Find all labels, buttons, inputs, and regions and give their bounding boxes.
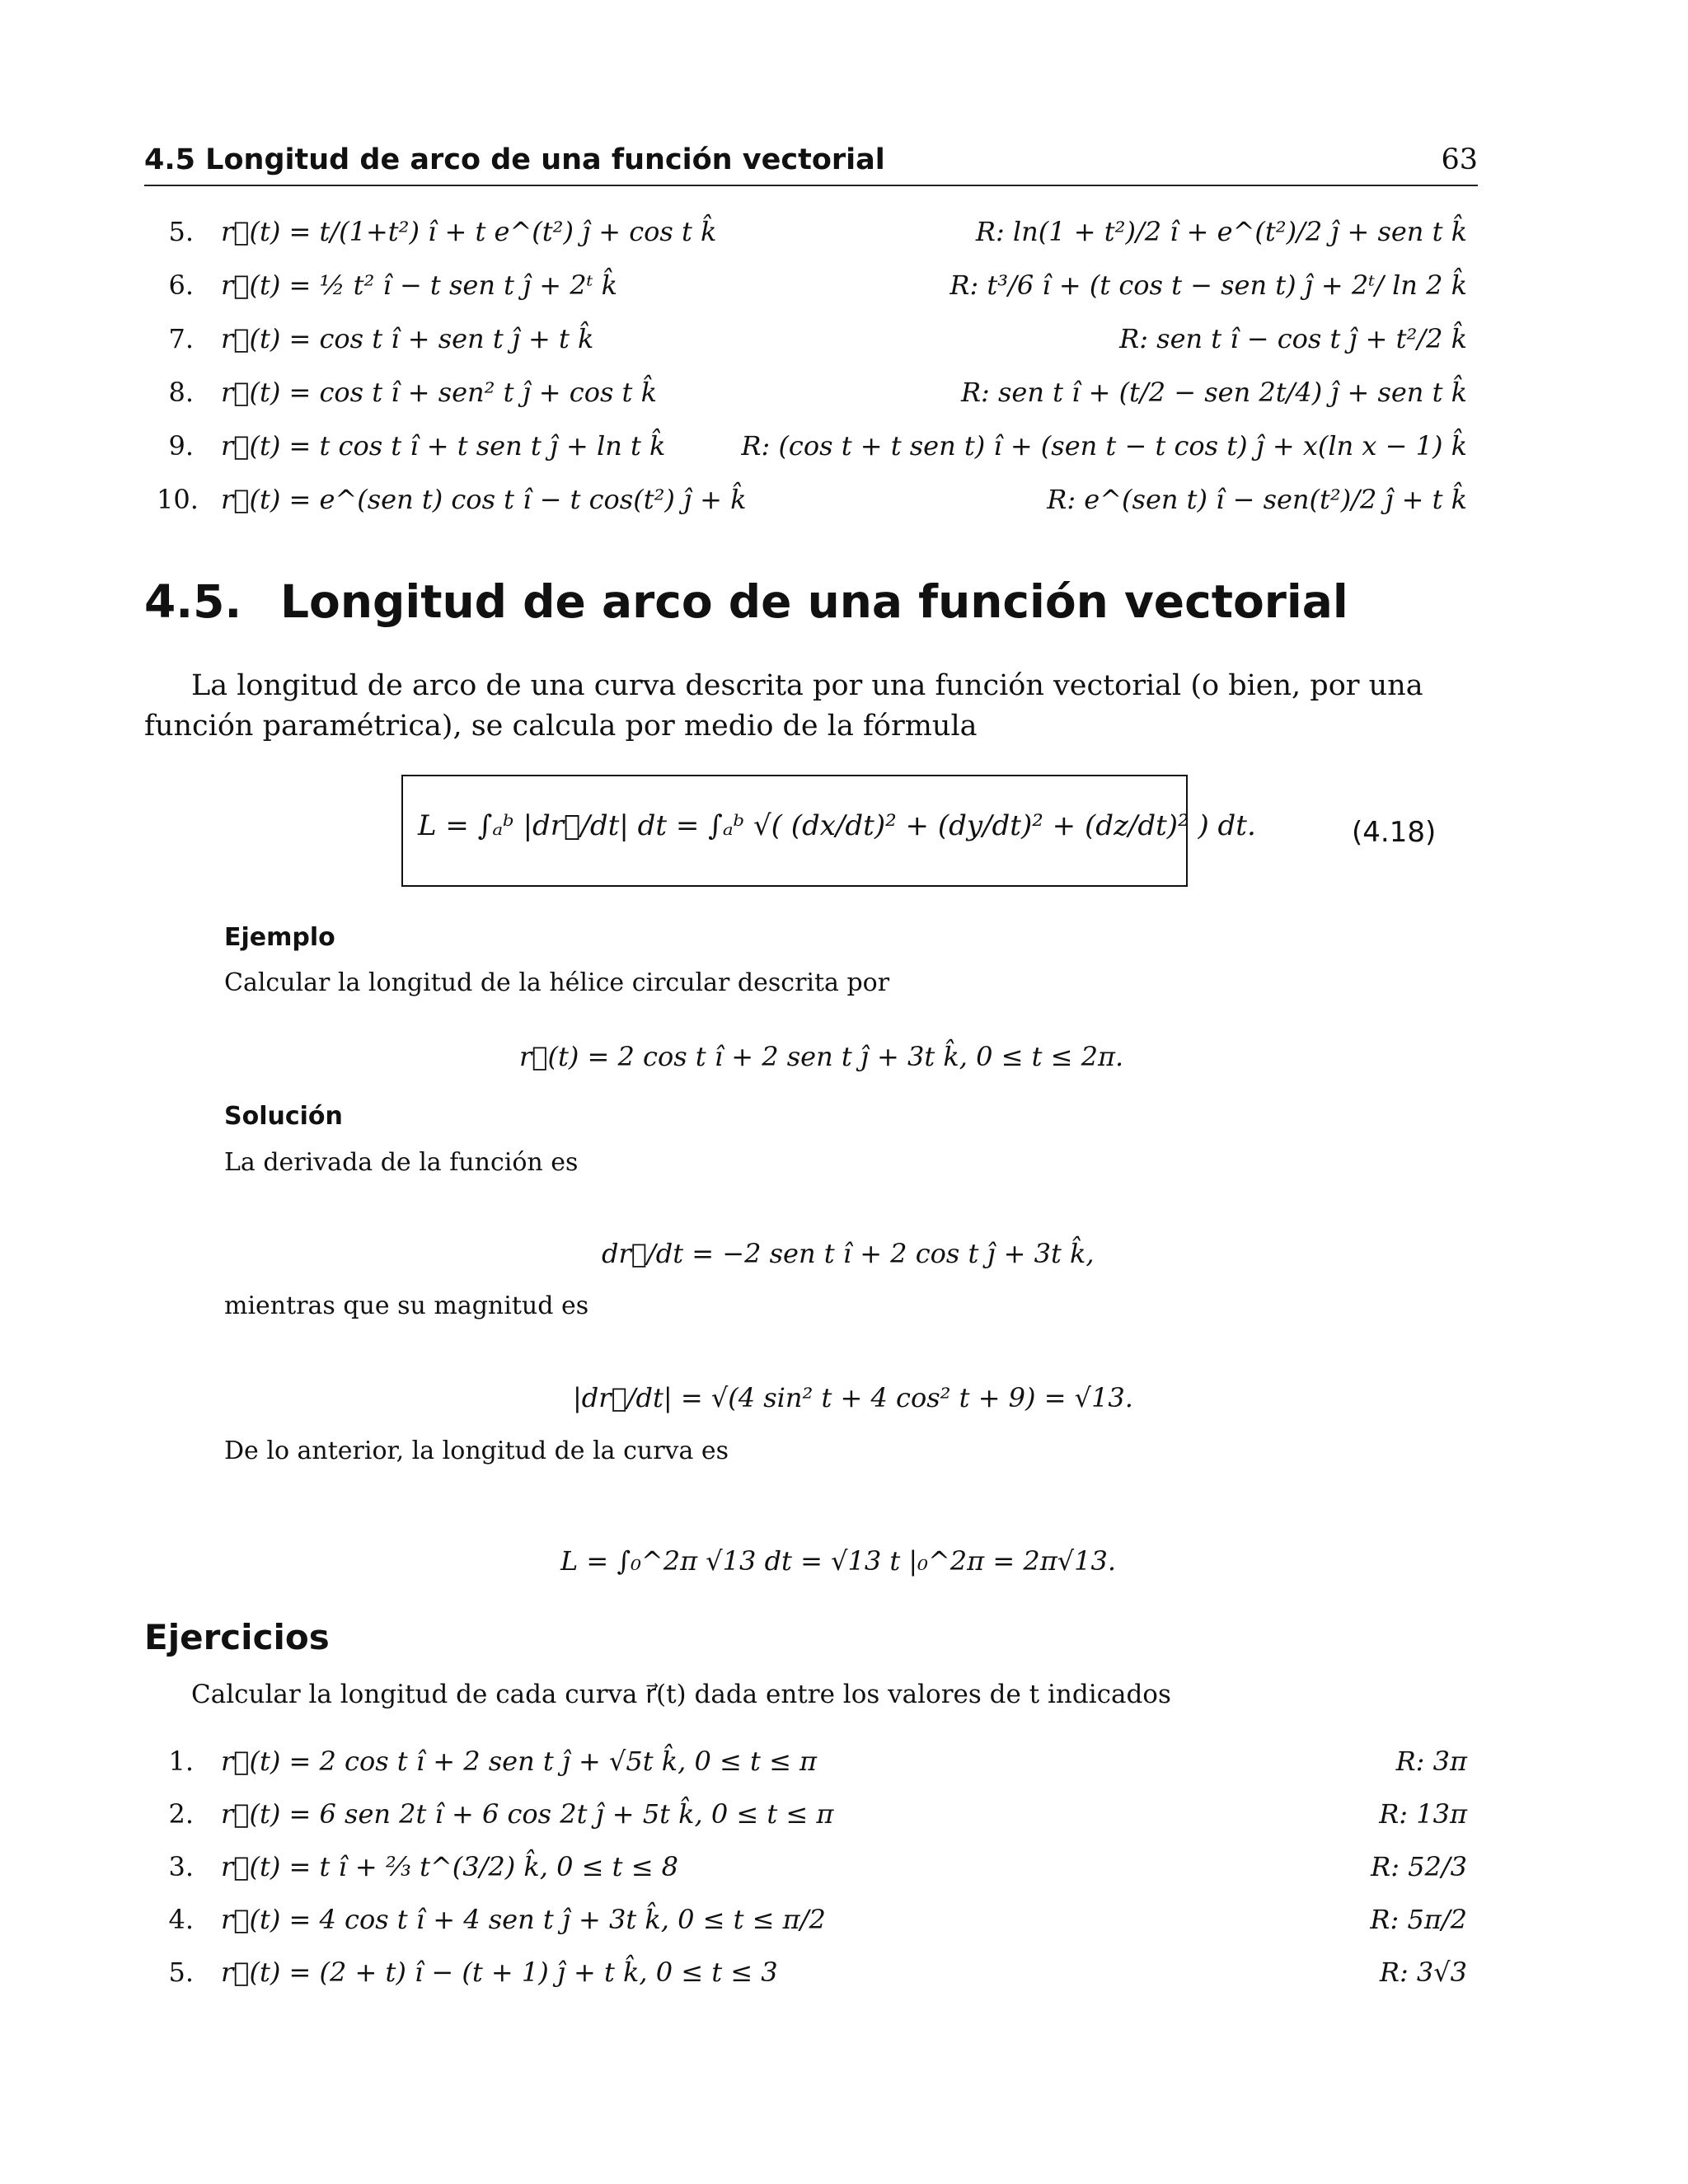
length-equation: L = ∫₀^2π √13 dt = √13 t |₀^2π = 2π√13. — [560, 1545, 1117, 1577]
list-item — [157, 216, 1467, 255]
item-expression: r⃗(t) = t î + ⅔ t^(3/2) k̂, 0 ≤ t ≤ 8 — [221, 1851, 679, 1882]
item-answer: R: 5π/2 — [1370, 1904, 1467, 1935]
item-number: 2. — [168, 1798, 194, 1830]
example-statement: Calcular la longitud de la hélice circular descrita por — [224, 968, 890, 997]
arc-length-formula: L = ∫ₐᵇ |dr⃗/dt| dt = ∫ₐᵇ √( (dx/dt)² + (dy/dt)² + (dz/dt)² ) dt. — [418, 809, 1256, 842]
item-number: 3. — [168, 1851, 194, 1882]
item-expression: r⃗(t) = 6 sen 2t î + 6 cos 2t ĵ + 5t k̂, 0 ≤ t ≤ π — [221, 1798, 834, 1830]
item-answer: R: 13π — [1379, 1798, 1467, 1830]
solution-label: Solución — [224, 1102, 343, 1131]
item-number: 4. — [168, 1904, 194, 1935]
item-answer: R: sen t î + (t/2 − sen 2t/4) ĵ + sen t k̂ — [960, 377, 1467, 408]
list-item — [157, 1746, 1467, 1785]
item-expression: r⃗(t) = t/(1+t²) î + t e^(t²) ĵ + cos t k̂ — [221, 216, 717, 247]
magnitude-equation: |dr⃗/dt| = √(4 sin² t + 4 cos² t + 9) = √13. — [573, 1382, 1133, 1413]
running-header — [144, 142, 1478, 186]
list-item — [157, 1904, 1467, 1943]
example-label: Ejemplo — [224, 923, 335, 952]
item-number: 1. — [168, 1746, 194, 1777]
item-expression: r⃗(t) = e^(sen t) cos t î − t cos(t²) ĵ + k̂ — [221, 484, 747, 515]
item-expression: r⃗(t) = 2 cos t î + 2 sen t ĵ + √5t k̂, 0 ≤ t ≤ π — [221, 1746, 818, 1777]
intro-paragraph: La longitud de arco de una curva descrita por una función vectorial (o bien, por una función paramétrica), se calcula por medio de la fórmula — [144, 669, 1423, 743]
item-expression: r⃗(t) = cos t î + sen² t ĵ + cos t k̂ — [221, 377, 657, 408]
derivative-equation: dr⃗/dt = −2 sen t î + 2 cos t ĵ + 3t k̂, — [602, 1238, 1095, 1269]
section-title: Longitud de arco de una función vectorial — [280, 575, 1348, 628]
item-number: 7. — [168, 323, 194, 354]
section-number: 4.5. — [144, 575, 242, 628]
item-number: 5. — [168, 1957, 194, 1988]
equation-number: (4.18) — [1352, 816, 1437, 849]
running-title: 4.5 Longitud de arco de una función vectorial — [144, 143, 885, 176]
solution-text-3: De lo anterior, la longitud de la curva es — [224, 1436, 729, 1465]
item-expression: r⃗(t) = (2 + t) î − (t + 1) ĵ + t k̂, 0 ≤ t ≤ 3 — [221, 1957, 778, 1988]
item-expression: r⃗(t) = ½ t² î − t sen t ĵ + 2ᵗ k̂ — [221, 269, 618, 301]
list-item — [157, 484, 1467, 523]
item-answer: R: t³/6 î + (t cos t − sen t) ĵ + 2ᵗ/ ln 2 k̂ — [950, 269, 1467, 301]
item-answer: R: 3π — [1395, 1746, 1467, 1777]
solution-text-2: mientras que su magnitud es — [224, 1291, 589, 1320]
solution-text-1: La derivada de la función es — [224, 1148, 579, 1177]
item-number: 6. — [168, 269, 194, 301]
formula-box — [401, 775, 1256, 887]
example-curve: r⃗(t) = 2 cos t î + 2 sen t ĵ + 3t k̂, 0 ≤ t ≤ 2π. — [519, 1041, 1124, 1072]
list-item — [157, 377, 1467, 416]
list-item — [157, 269, 1467, 309]
item-number: 8. — [168, 377, 194, 408]
item-answer: R: 3√3 — [1379, 1957, 1467, 1988]
list-item — [157, 323, 1467, 363]
item-answer: R: sen t î − cos t ĵ + t²/2 k̂ — [1119, 323, 1467, 354]
item-answer: R: ln(1 + t²)/2 î + e^(t²)/2 ĵ + sen t k̂ — [975, 216, 1467, 247]
list-item — [157, 1957, 1467, 1996]
exercises-heading: Ejercicios — [144, 1617, 330, 1657]
item-expression: r⃗(t) = t cos t î + t sen t ĵ + ln t k̂ — [221, 430, 666, 462]
exercises-intro: Calcular la longitud de cada curva r⃗(t) dada entre los valores de t indicados — [191, 1680, 1171, 1709]
item-number: 9. — [168, 430, 194, 462]
item-answer: R: (cos t + t sen t) î + (sen t − t cos t) ĵ + x(ln x − 1) k̂ — [741, 430, 1467, 462]
list-item — [157, 430, 1467, 470]
list-item — [157, 1798, 1467, 1838]
page-number: 63 — [1441, 143, 1478, 176]
item-expression: r⃗(t) = cos t î + sen t ĵ + t k̂ — [221, 323, 594, 354]
item-number: 5. — [168, 216, 194, 247]
item-number: 10. — [157, 484, 199, 515]
item-answer: R: 52/3 — [1371, 1851, 1467, 1882]
item-answer: R: e^(sen t) î − sen(t²)/2 ĵ + t k̂ — [1047, 484, 1467, 515]
list-item — [157, 1851, 1467, 1891]
item-expression: r⃗(t) = 4 cos t î + 4 sen t ĵ + 3t k̂, 0 ≤ t ≤ π/2 — [221, 1904, 826, 1935]
